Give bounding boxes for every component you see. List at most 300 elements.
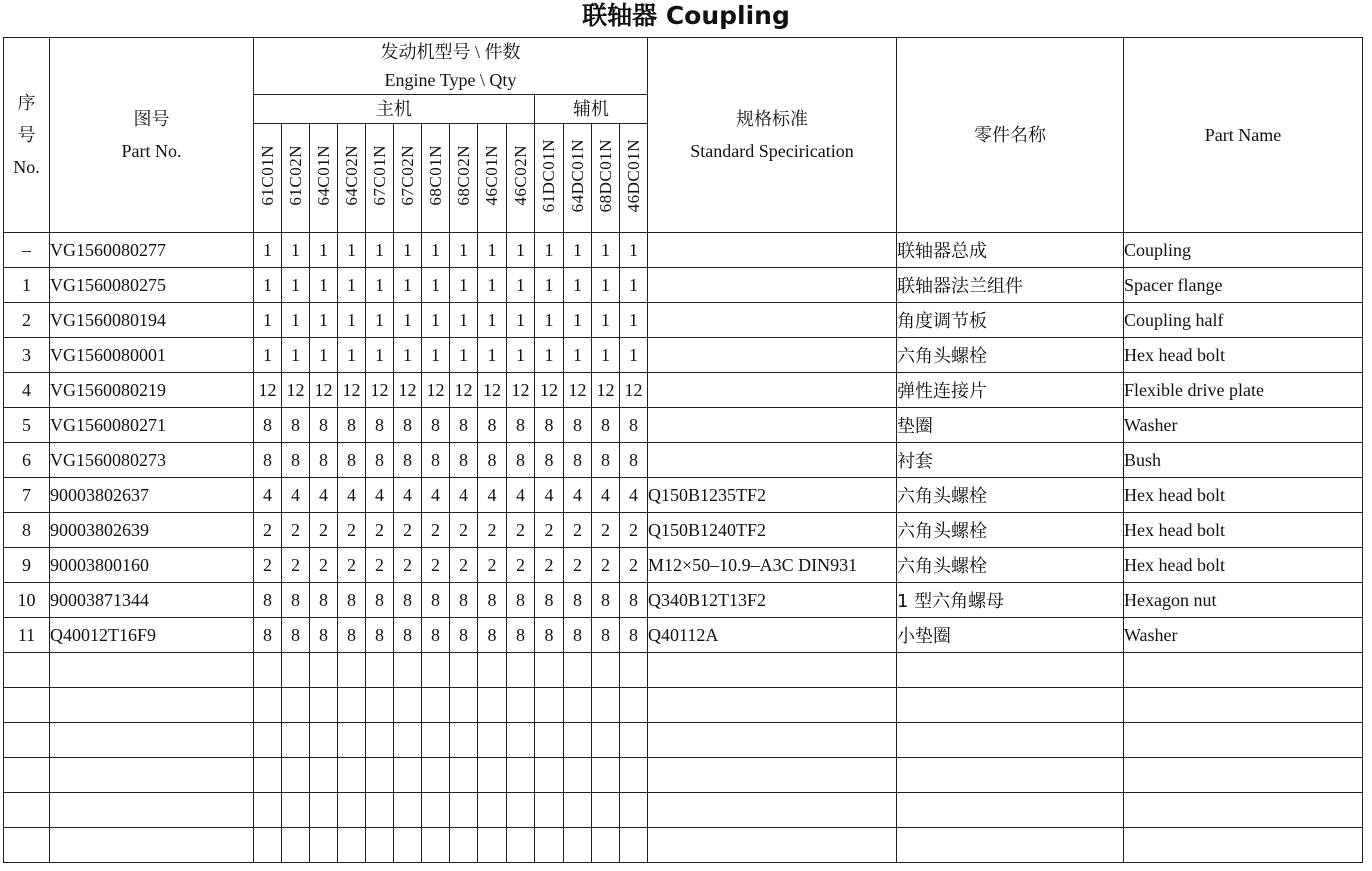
row-name-en: Hexagon nut <box>1124 583 1363 618</box>
row-part-no: Q40012T16F9 <box>50 618 254 653</box>
row-name-cn: 六角头螺栓 <box>897 338 1124 373</box>
empty-cell <box>422 688 450 723</box>
row-name-en: Washer <box>1124 618 1363 653</box>
row-qty: 8 <box>254 408 282 443</box>
empty-cell <box>338 723 366 758</box>
engine-type-label: 68C01N <box>425 145 445 206</box>
empty-cell <box>4 688 50 723</box>
empty-row <box>4 653 1363 688</box>
empty-cell <box>478 688 507 723</box>
engine-type-label: 68C02N <box>453 145 473 206</box>
empty-cell <box>564 828 592 863</box>
row-qty: 1 <box>564 303 592 338</box>
empty-cell <box>897 653 1124 688</box>
row-part-no: VG1560080277 <box>50 233 254 268</box>
row-qty: 4 <box>620 478 648 513</box>
row-qty: 1 <box>478 233 507 268</box>
empty-cell <box>564 793 592 828</box>
empty-cell <box>507 793 535 828</box>
row-qty: 8 <box>366 618 394 653</box>
empty-cell <box>366 828 394 863</box>
empty-cell <box>592 793 620 828</box>
empty-cell <box>4 653 50 688</box>
row-qty: 8 <box>507 583 535 618</box>
row-part-no: VG1560080273 <box>50 443 254 478</box>
row-qty: 4 <box>564 478 592 513</box>
row-qty: 1 <box>450 303 478 338</box>
row-qty: 1 <box>310 303 338 338</box>
engine-type-cell <box>450 124 478 233</box>
row-qty: 2 <box>310 513 338 548</box>
row-part-no: 90003871344 <box>50 583 254 618</box>
engine-type-label: 61C01N <box>257 145 277 206</box>
row-qty: 1 <box>535 233 564 268</box>
row-number: 1 <box>4 268 50 303</box>
empty-cell <box>282 758 310 793</box>
row-qty: 1 <box>366 338 394 373</box>
empty-cell <box>564 653 592 688</box>
header-seq-en: No. <box>13 157 40 177</box>
row-qty: 8 <box>422 443 450 478</box>
header-spec-cn: 规格标准 <box>736 109 808 129</box>
row-name-cn: 六角头螺栓 <box>897 513 1124 548</box>
empty-cell <box>254 793 282 828</box>
empty-cell <box>254 688 282 723</box>
empty-cell <box>535 723 564 758</box>
empty-cell <box>422 653 450 688</box>
row-spec <box>648 268 897 303</box>
row-qty: 1 <box>450 268 478 303</box>
row-spec: Q340B12T13F2 <box>648 583 897 618</box>
empty-cell <box>282 793 310 828</box>
empty-cell <box>4 793 50 828</box>
row-number: 3 <box>4 338 50 373</box>
empty-cell <box>648 653 897 688</box>
engine-type-label: 46C01N <box>482 145 501 206</box>
row-qty: 2 <box>507 548 535 583</box>
header-engine-en: Engine Type \ Qty <box>384 70 517 90</box>
row-qty: 1 <box>564 338 592 373</box>
row-name-cn: 联轴器总成 <box>897 233 1124 268</box>
row-name-en: Bush <box>1124 443 1363 478</box>
row-qty: 1 <box>592 268 620 303</box>
row-spec <box>648 303 897 338</box>
table-row <box>4 338 1363 373</box>
empty-cell <box>507 828 535 863</box>
row-qty: 8 <box>450 618 478 653</box>
empty-cell <box>592 758 620 793</box>
row-qty: 1 <box>310 268 338 303</box>
row-qty: 8 <box>592 583 620 618</box>
row-qty: 12 <box>254 373 282 408</box>
row-qty: 1 <box>310 338 338 373</box>
empty-cell <box>338 653 366 688</box>
empty-row <box>4 828 1363 863</box>
table-row <box>4 583 1363 618</box>
row-number: 6 <box>4 443 50 478</box>
empty-cell <box>50 828 254 863</box>
empty-cell <box>478 793 507 828</box>
row-qty: 4 <box>535 478 564 513</box>
row-name-cn: 六角头螺栓 <box>897 548 1124 583</box>
empty-cell <box>1124 688 1363 723</box>
empty-cell <box>254 723 282 758</box>
empty-cell <box>282 653 310 688</box>
empty-cell <box>478 828 507 863</box>
empty-cell <box>4 828 50 863</box>
row-qty: 4 <box>310 478 338 513</box>
row-qty: 2 <box>564 513 592 548</box>
row-qty: 8 <box>535 443 564 478</box>
empty-cell <box>450 688 478 723</box>
row-qty: 2 <box>394 548 422 583</box>
empty-cell <box>897 758 1124 793</box>
empty-cell <box>507 723 535 758</box>
empty-cell <box>394 793 422 828</box>
empty-cell <box>564 688 592 723</box>
table-row <box>4 478 1363 513</box>
empty-cell <box>366 653 394 688</box>
header-part-no-cn: 图号 <box>133 109 170 129</box>
empty-row <box>4 758 1363 793</box>
row-qty: 2 <box>254 513 282 548</box>
row-qty: 12 <box>564 373 592 408</box>
engine-type-label: 61DC01N <box>539 138 558 213</box>
row-qty: 1 <box>507 338 535 373</box>
table-row <box>4 513 1363 548</box>
row-qty: 8 <box>620 408 648 443</box>
row-number: 8 <box>4 513 50 548</box>
row-qty: 4 <box>282 478 310 513</box>
row-qty: 2 <box>338 548 366 583</box>
row-qty: 1 <box>338 303 366 338</box>
row-qty: 1 <box>564 268 592 303</box>
engine-type-label: 64C02N <box>341 145 361 206</box>
header-spec <box>648 38 897 233</box>
table-row <box>4 618 1363 653</box>
row-qty: 8 <box>507 618 535 653</box>
empty-cell <box>620 828 648 863</box>
row-qty: 8 <box>338 408 366 443</box>
empty-cell <box>394 653 422 688</box>
page-title: 联轴器 Coupling <box>582 1 790 30</box>
row-qty: 1 <box>422 338 450 373</box>
empty-cell <box>254 653 282 688</box>
row-qty: 1 <box>282 303 310 338</box>
empty-cell <box>338 758 366 793</box>
empty-cell <box>422 758 450 793</box>
row-qty: 2 <box>338 513 366 548</box>
row-qty: 8 <box>620 583 648 618</box>
row-qty: 1 <box>254 303 282 338</box>
empty-cell <box>310 723 338 758</box>
row-spec <box>648 233 897 268</box>
empty-cell <box>897 828 1124 863</box>
empty-cell <box>1124 758 1363 793</box>
row-qty: 1 <box>282 233 310 268</box>
row-qty: 8 <box>366 408 394 443</box>
row-qty: 8 <box>254 443 282 478</box>
engine-type-cell <box>254 124 282 233</box>
row-qty: 4 <box>592 478 620 513</box>
row-qty: 8 <box>535 618 564 653</box>
row-name-en: Hex head bolt <box>1124 478 1363 513</box>
row-name-cn: 联轴器法兰组件 <box>897 268 1124 303</box>
row-qty: 8 <box>254 583 282 618</box>
empty-cell <box>507 688 535 723</box>
empty-cell <box>4 723 50 758</box>
row-qty: 8 <box>535 408 564 443</box>
empty-cell <box>338 793 366 828</box>
empty-cell <box>620 793 648 828</box>
empty-cell <box>592 828 620 863</box>
engine-type-cell <box>592 124 620 233</box>
row-qty: 8 <box>366 443 394 478</box>
row-qty: 1 <box>310 233 338 268</box>
row-number: 9 <box>4 548 50 583</box>
row-spec: M12×50–10.9–A3C DIN931 <box>648 548 897 583</box>
table-body <box>4 233 1363 863</box>
header-seq-cn2: 号 <box>17 125 36 145</box>
empty-cell <box>366 688 394 723</box>
row-qty: 8 <box>507 408 535 443</box>
row-name-en: Hex head bolt <box>1124 548 1363 583</box>
header-aux-engine: 辅机 <box>535 95 648 124</box>
empty-cell <box>422 723 450 758</box>
row-qty: 4 <box>254 478 282 513</box>
row-qty: 1 <box>282 268 310 303</box>
row-qty: 1 <box>478 303 507 338</box>
row-qty: 2 <box>564 548 592 583</box>
table-row <box>4 268 1363 303</box>
empty-cell <box>50 688 254 723</box>
row-qty: 1 <box>535 338 564 373</box>
row-qty: 4 <box>338 478 366 513</box>
row-qty: 2 <box>282 548 310 583</box>
header-part-no-en: Part No. <box>121 141 182 161</box>
empty-cell <box>1124 723 1363 758</box>
header-part-no <box>50 38 254 233</box>
empty-cell <box>564 723 592 758</box>
row-name-en: Hex head bolt <box>1124 338 1363 373</box>
row-spec <box>648 443 897 478</box>
row-spec <box>648 338 897 373</box>
header-name-en: Part Name <box>1124 38 1363 233</box>
row-part-no: VG1560080275 <box>50 268 254 303</box>
row-qty: 1 <box>535 268 564 303</box>
row-qty: 2 <box>507 513 535 548</box>
engine-type-cell <box>338 124 366 233</box>
engine-type-cell <box>422 124 450 233</box>
empty-cell <box>254 758 282 793</box>
row-qty: 1 <box>620 303 648 338</box>
row-name-en: Hex head bolt <box>1124 513 1363 548</box>
row-qty: 8 <box>450 583 478 618</box>
row-qty: 1 <box>507 303 535 338</box>
row-qty: 8 <box>592 443 620 478</box>
engine-type-cell <box>564 124 592 233</box>
header-seq-cn: 序 <box>17 93 36 113</box>
row-qty: 4 <box>366 478 394 513</box>
empty-cell <box>338 828 366 863</box>
row-qty: 8 <box>338 583 366 618</box>
engine-type-cell <box>282 124 310 233</box>
empty-cell <box>1124 793 1363 828</box>
row-qty: 8 <box>310 443 338 478</box>
row-qty: 12 <box>592 373 620 408</box>
empty-cell <box>282 688 310 723</box>
row-number: 5 <box>4 408 50 443</box>
empty-cell <box>366 793 394 828</box>
empty-cell <box>535 828 564 863</box>
row-name-en: Coupling <box>1124 233 1363 268</box>
empty-cell <box>422 828 450 863</box>
row-qty: 8 <box>282 443 310 478</box>
row-name-cn: 垫圈 <box>897 408 1124 443</box>
row-qty: 1 <box>450 338 478 373</box>
row-qty: 2 <box>282 513 310 548</box>
engine-type-cell <box>507 124 535 233</box>
engine-type-label: 61C02N <box>285 145 305 206</box>
empty-cell <box>897 793 1124 828</box>
row-qty: 12 <box>282 373 310 408</box>
empty-cell <box>50 723 254 758</box>
header-engine-type <box>254 38 648 95</box>
row-number: 4 <box>4 373 50 408</box>
row-qty: 2 <box>450 548 478 583</box>
engine-type-label: 46C02N <box>510 145 530 206</box>
row-qty: 8 <box>592 618 620 653</box>
empty-cell <box>282 723 310 758</box>
empty-cell <box>366 758 394 793</box>
row-qty: 8 <box>394 583 422 618</box>
row-qty: 8 <box>310 583 338 618</box>
row-qty: 8 <box>310 408 338 443</box>
row-qty: 1 <box>282 338 310 373</box>
empty-row <box>4 723 1363 758</box>
empty-cell <box>394 723 422 758</box>
empty-cell <box>394 828 422 863</box>
row-qty: 1 <box>254 268 282 303</box>
table-row <box>4 303 1363 338</box>
engine-type-label: 67C02N <box>397 145 417 206</box>
row-qty: 8 <box>620 618 648 653</box>
row-qty: 8 <box>282 618 310 653</box>
row-part-no: VG1560080001 <box>50 338 254 373</box>
row-qty: 2 <box>478 513 507 548</box>
row-number: 11 <box>4 618 50 653</box>
row-qty: 1 <box>422 233 450 268</box>
row-qty: 8 <box>394 443 422 478</box>
row-qty: 12 <box>422 373 450 408</box>
row-qty: 4 <box>450 478 478 513</box>
empty-cell <box>254 828 282 863</box>
row-qty: 1 <box>366 303 394 338</box>
table-row <box>4 373 1363 408</box>
row-qty: 2 <box>535 548 564 583</box>
empty-cell <box>507 653 535 688</box>
row-qty: 8 <box>450 408 478 443</box>
row-name-cn: 六角头螺栓 <box>897 478 1124 513</box>
empty-cell <box>50 793 254 828</box>
row-qty: 2 <box>422 548 450 583</box>
row-qty: 12 <box>450 373 478 408</box>
table-row <box>4 233 1363 268</box>
row-number: 2 <box>4 303 50 338</box>
row-qty: 1 <box>394 233 422 268</box>
engine-type-cell <box>366 124 394 233</box>
empty-cell <box>50 758 254 793</box>
engine-type-cell <box>310 124 338 233</box>
row-qty: 12 <box>507 373 535 408</box>
row-qty: 8 <box>478 583 507 618</box>
header-spec-en: Standard Specirication <box>690 141 854 161</box>
row-number: – <box>4 233 50 268</box>
row-qty: 8 <box>535 583 564 618</box>
row-part-no: VG1560080219 <box>50 373 254 408</box>
empty-cell <box>897 723 1124 758</box>
empty-cell <box>648 793 897 828</box>
header-name-cn: 零件名称 <box>897 38 1124 233</box>
engine-type-cell <box>394 124 422 233</box>
row-qty: 8 <box>564 408 592 443</box>
row-qty: 2 <box>366 548 394 583</box>
empty-cell <box>897 688 1124 723</box>
row-qty: 8 <box>338 443 366 478</box>
row-qty: 8 <box>338 618 366 653</box>
row-qty: 8 <box>564 618 592 653</box>
row-spec: Q150B1240TF2 <box>648 513 897 548</box>
row-qty: 12 <box>620 373 648 408</box>
empty-row <box>4 793 1363 828</box>
row-qty: 12 <box>535 373 564 408</box>
row-qty: 4 <box>507 478 535 513</box>
empty-row <box>4 688 1363 723</box>
row-spec: Q40112A <box>648 618 897 653</box>
row-qty: 1 <box>592 303 620 338</box>
row-qty: 8 <box>282 583 310 618</box>
empty-cell <box>478 758 507 793</box>
row-qty: 8 <box>450 443 478 478</box>
header-seq <box>4 38 50 233</box>
row-qty: 1 <box>620 338 648 373</box>
row-qty: 8 <box>564 583 592 618</box>
row-qty: 1 <box>254 338 282 373</box>
engine-type-label: 64DC01N <box>567 138 587 213</box>
empty-cell <box>620 758 648 793</box>
row-part-no: 90003802639 <box>50 513 254 548</box>
row-name-en: Spacer flange <box>1124 268 1363 303</box>
row-qty: 8 <box>422 583 450 618</box>
empty-cell <box>535 758 564 793</box>
row-qty: 4 <box>478 478 507 513</box>
row-qty: 1 <box>507 233 535 268</box>
row-part-no: VG1560080271 <box>50 408 254 443</box>
header-engine-cn: 发动机型号 \ 件数 <box>380 42 521 62</box>
empty-cell <box>394 758 422 793</box>
row-qty: 1 <box>394 338 422 373</box>
empty-cell <box>648 688 897 723</box>
engine-type-cell <box>535 124 564 233</box>
row-qty: 2 <box>478 548 507 583</box>
parts-table <box>3 37 1363 863</box>
row-qty: 2 <box>535 513 564 548</box>
row-part-no: 90003800160 <box>50 548 254 583</box>
empty-cell <box>648 828 897 863</box>
empty-cell <box>338 688 366 723</box>
row-qty: 8 <box>422 618 450 653</box>
empty-cell <box>310 653 338 688</box>
